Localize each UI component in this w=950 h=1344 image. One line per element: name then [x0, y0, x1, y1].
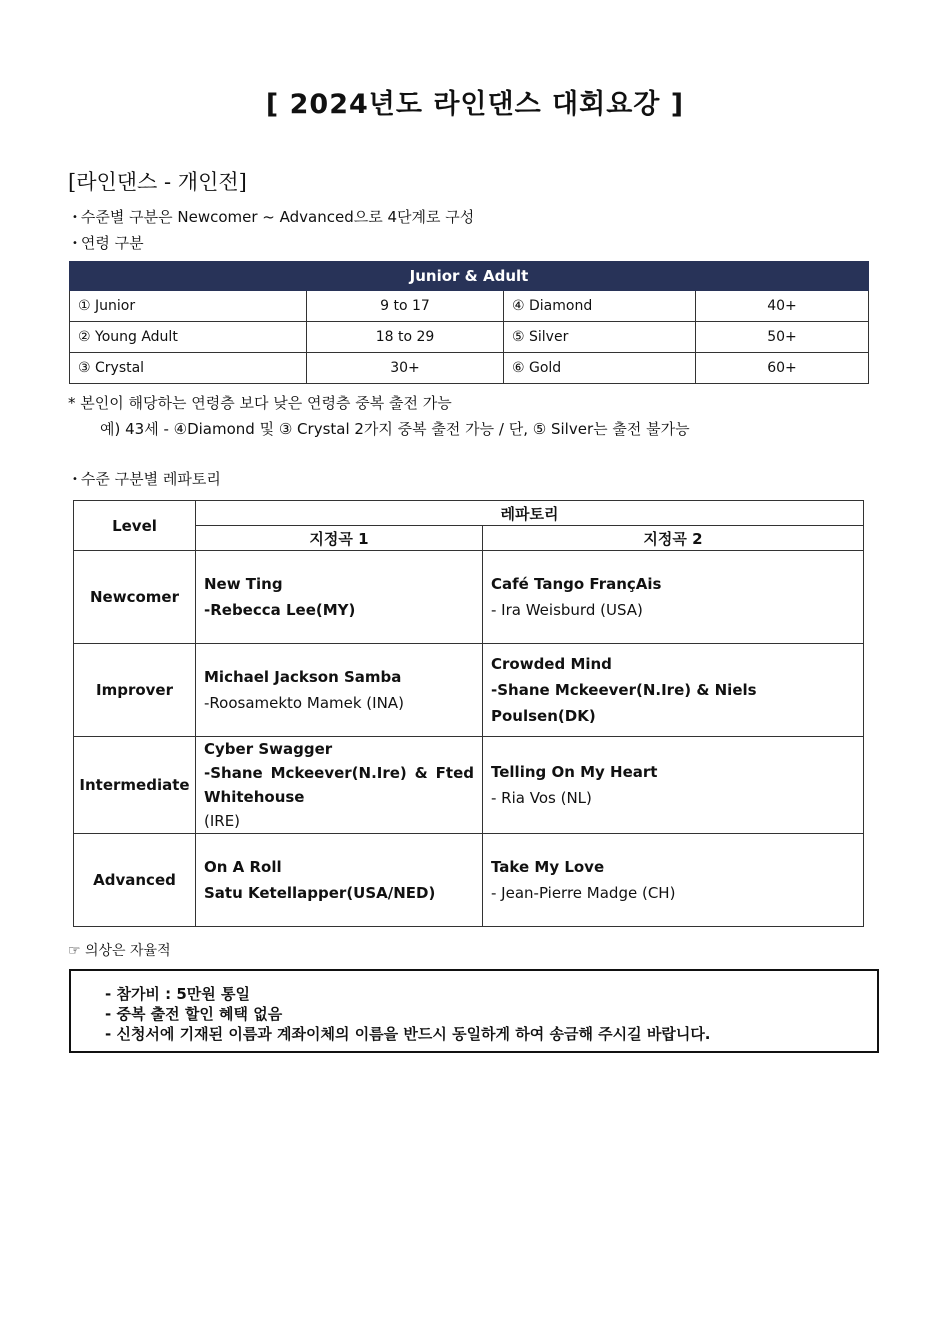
age-label: ③ Crystal [70, 353, 307, 384]
table-row [74, 737, 864, 834]
song-artist: -Shane Mckeever(N.Ire) & Fted Whitehouse [204, 764, 474, 806]
age-range: 30+ [307, 353, 504, 384]
age-range: 9 to 17 [307, 291, 504, 322]
song2-cell [483, 737, 864, 834]
document-title: [ 2024년도 라인댄스 대회요강 ] [265, 89, 685, 120]
song2-cell [483, 644, 864, 737]
age-label: ⑤ Silver [504, 322, 696, 353]
table-row [74, 834, 864, 927]
payment-name-line: - 신청서에 기재된 이름과 계좌이체의 이름을 반드시 동일하게 하여 송금해 주시길 바랍니다. [105, 1025, 711, 1043]
attire-note: ☞ 의상은 자율적 [68, 943, 171, 959]
song-title: Take My Love [491, 858, 605, 876]
song1-header: 지정곡 1 [196, 526, 483, 551]
level-cell: Improver [74, 644, 196, 737]
song2-header: 지정곡 2 [483, 526, 864, 551]
song-artist: - Jean-Pierre Madge (CH) [491, 884, 676, 902]
fee-info-box [69, 969, 879, 1053]
song1-cell [196, 551, 483, 644]
age-label: ② Young Adult [70, 322, 307, 353]
age-range: 50+ [696, 322, 869, 353]
level-cell: Advanced [74, 834, 196, 927]
age-label: ④ Diamond [504, 291, 696, 322]
level-header: Level [74, 501, 196, 551]
song-title: Michael Jackson Samba [204, 668, 402, 686]
bullet-levels-text: 수준별 구분은 Newcomer ~ Advanced으로 4단계로 구성 [80, 208, 475, 226]
bullet-age [72, 232, 144, 253]
bullet-levels [72, 206, 474, 227]
song2-cell [483, 551, 864, 644]
age-table-header: Junior & Adult [70, 262, 869, 291]
bullet-age-text: 연령 구분 [80, 234, 144, 252]
repertoire-table [73, 500, 864, 927]
discount-line: - 중복 출전 할인 혜택 없음 [105, 1005, 283, 1023]
bullet-repertoire-text: 수준 구분별 레파토리 [80, 470, 221, 488]
song-artist: Satu Ketellapper(USA/NED) [204, 884, 436, 902]
age-label: ① Junior [70, 291, 307, 322]
table-row [70, 291, 869, 322]
song-title: Telling On My Heart [491, 763, 658, 781]
table-row [70, 353, 869, 384]
song-title: Café Tango FrançAis [491, 575, 662, 593]
section-heading: [라인댄스 - 개인전] [68, 170, 247, 194]
song-artist-extra: (IRE) [204, 812, 241, 830]
age-range: 60+ [696, 353, 869, 384]
bullet-repertoire [72, 468, 221, 489]
song-title: Crowded Mind [491, 655, 612, 673]
table-row [74, 551, 864, 644]
age-range: 40+ [696, 291, 869, 322]
table-row [74, 644, 864, 737]
age-range: 18 to 29 [307, 322, 504, 353]
song2-cell [483, 834, 864, 927]
table-row [70, 322, 869, 353]
age-division-table [69, 261, 869, 384]
note-overlap-rule: * 본인이 해당하는 연령층 보다 낮은 연령층 중복 출전 가능 [68, 394, 452, 412]
song-title: On A Roll [204, 858, 282, 876]
song-artist: -Rebecca Lee(MY) [204, 601, 356, 619]
fee-line: - 참가비 : 5만원 통일 [105, 985, 250, 1003]
song-artist: -Shane Mckeever(N.Ire) & Niels Poulsen(DK) [491, 681, 757, 725]
song1-cell [196, 644, 483, 737]
age-label: ⑥ Gold [504, 353, 696, 384]
song-title: Cyber Swagger [204, 740, 333, 758]
level-cell: Newcomer [74, 551, 196, 644]
song-artist: - Ria Vos (NL) [491, 789, 592, 807]
bullet-dot: • [72, 238, 78, 249]
bullet-dot: • [72, 474, 78, 485]
song-artist: - Ira Weisburd (USA) [491, 601, 643, 619]
song1-cell [196, 737, 483, 834]
song1-cell [196, 834, 483, 927]
song-artist: -Roosamekto Mamek (INA) [204, 694, 404, 712]
level-cell: Intermediate [74, 737, 196, 834]
note-example: 예) 43세 - ④Diamond 및 ③ Crystal 2가지 중복 출전 가능 / 단, ⑤ Silver는 출전 불가능 [100, 420, 690, 438]
repertoire-header: 레파토리 [196, 501, 864, 526]
song-title: New Ting [204, 575, 283, 593]
bullet-dot: • [72, 212, 78, 223]
